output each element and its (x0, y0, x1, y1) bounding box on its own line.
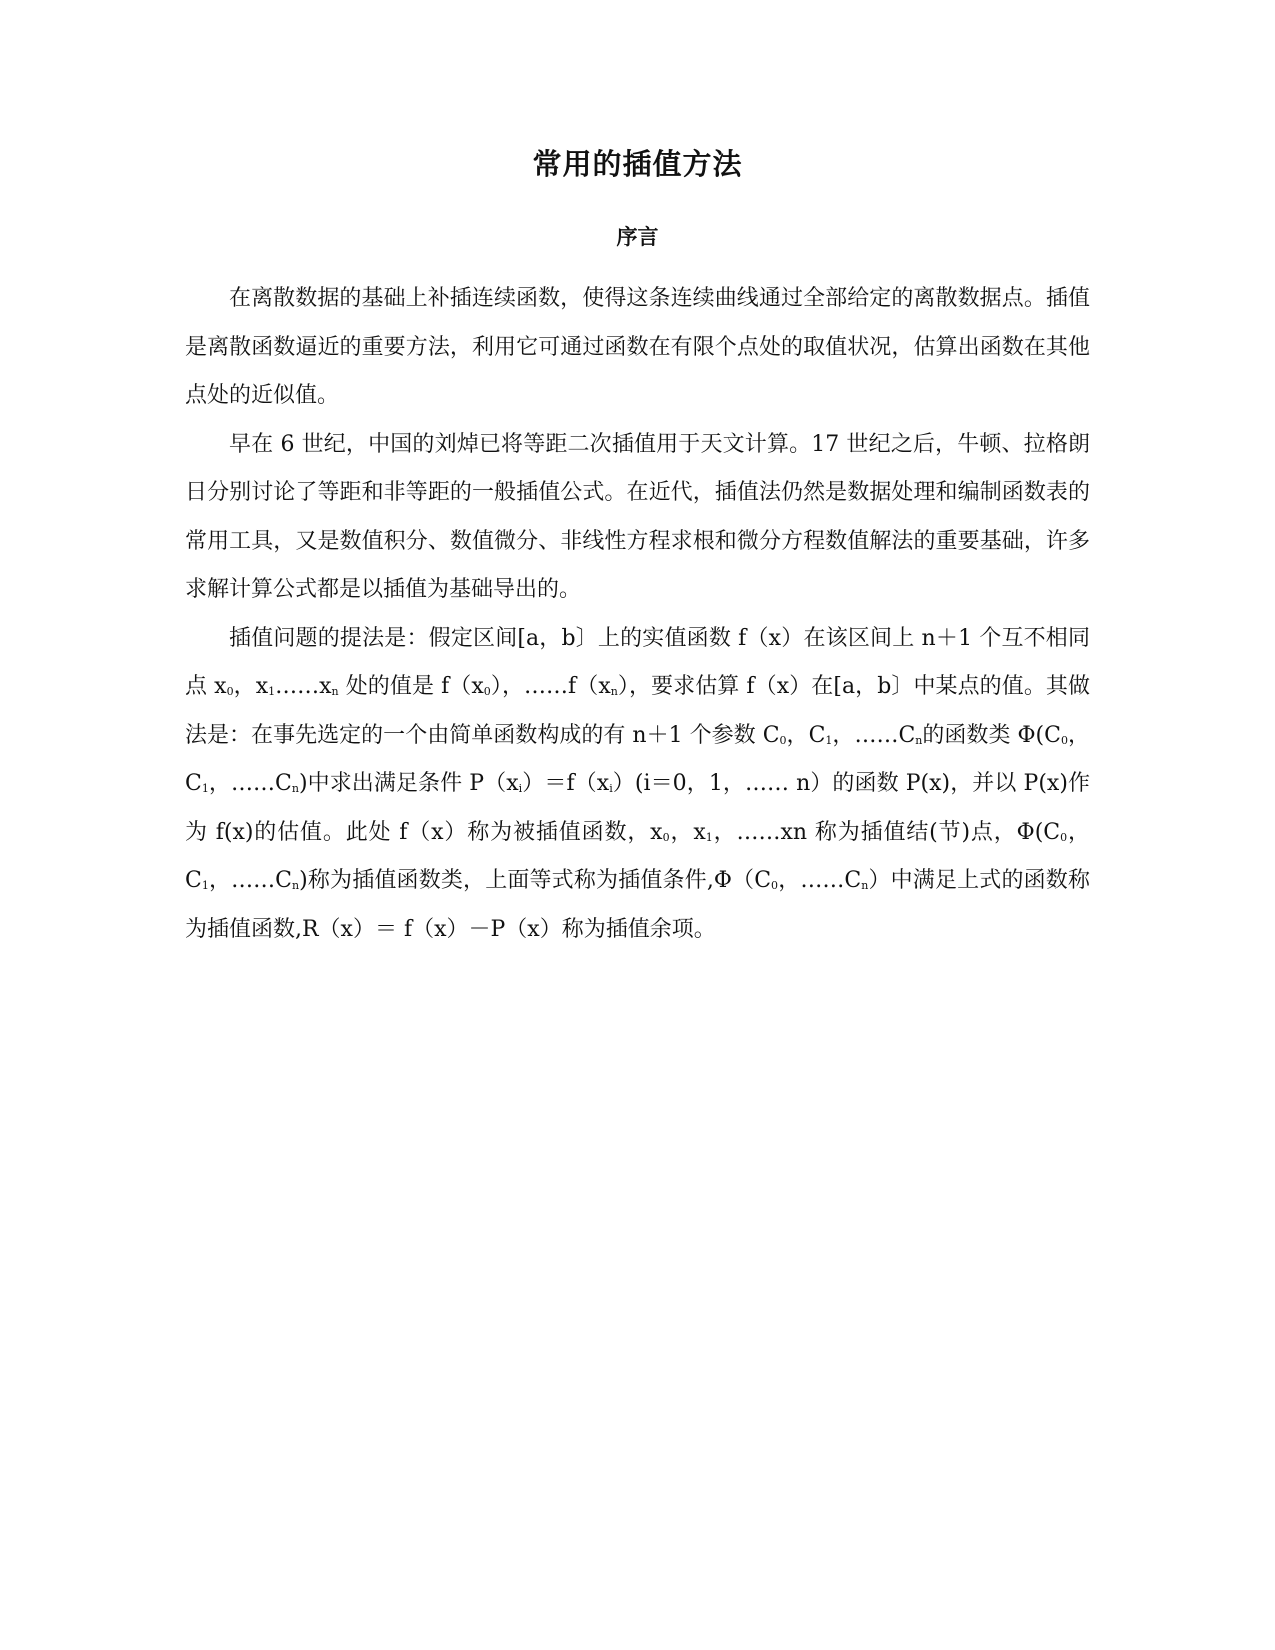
text-run: ），……f（x (490, 674, 611, 699)
document-body (185, 275, 1090, 954)
text-run: ）中满足上式的函数称为插值函数,R（x）＝ f（x）－P（x）称为插值余项。 (185, 868, 1090, 942)
subscript: 1 (705, 830, 713, 844)
subscript: 1 (201, 782, 209, 795)
document-title: 常用的插值方法 (532, 147, 743, 181)
subscript: n (292, 879, 300, 892)
subscript: 1 (268, 685, 276, 698)
paragraph-problem-statement (185, 615, 1090, 955)
paragraph-definition: 在离散数据的基础上补插连续函数，使得这条连续曲线通过全部给定的离散数据点。插值是离散函数逼近的重要方法，利用它可通过函数在有限个点处的取值状况，估算出函数在其他点处的近似值。 (185, 286, 1090, 408)
text-run: ），要求估算 f（x）在[a，b〕中某点的值。其做法是：在事先选定的一个由简单函数构成的有 n＋1 个参数 C (185, 674, 1090, 748)
subscript: i (609, 782, 613, 795)
subscript: n (291, 782, 299, 795)
subscript: 1 (201, 879, 209, 892)
text-run: ，x (233, 674, 269, 699)
text-run: 插值问题的提法是：假定区间[a，b〕上的实值函数 f（x）在该区间上 n＋1 个互不相同点 x (185, 625, 1090, 699)
subscript: 0 (483, 685, 491, 698)
text-run: 处的值是 f（x (338, 674, 484, 699)
section-heading: 序言 (616, 225, 659, 249)
subscript: 1 (825, 733, 833, 747)
text-run: ，C (786, 722, 826, 748)
text-run: ）(i＝0，1，…… n）的函数 P(x)，并以 P(x)作为 f(x)的估值。此处 f（x）称为被插值函数，x (185, 771, 1091, 845)
subscript: n (610, 685, 618, 698)
text-run: ，……C (832, 722, 916, 748)
subscript: 0 (771, 879, 779, 892)
subscript: n (331, 685, 339, 698)
text-run: )称为插值函数类，上面等式称为插值条件,Φ（C (299, 868, 772, 893)
subscript: n (861, 879, 869, 892)
text-run: ，x (669, 819, 706, 845)
paragraph-history: 早在 6 世纪，中国的刘焯已将等距二次插值用于天文计算。17 世纪之后，牛顿、拉格朗日分别讨论了等距和非等距的一般插值公式。在近代，插值法仍然是数据处理和编制函数表的常用工具，又是数值积分、数值微分、非线性方程求根和微分方程数值解法的重要基础，许多求解计算公式都是以插值为基础导出的。 (185, 431, 1090, 602)
subscript: i (518, 782, 523, 795)
subscript: 0 (1060, 733, 1068, 747)
text-run: ，……xn 称为插值结(节)点，Φ(C (712, 819, 1061, 845)
text-run: ）＝f（x (522, 771, 610, 796)
text-run: ，C (185, 722, 1090, 796)
text-run: ，C (185, 819, 1090, 893)
text-run: 的函数类 Φ(C (922, 722, 1061, 748)
text-run: ，……C (778, 868, 862, 893)
text-run: )中求出满足条件 P（x (298, 771, 519, 796)
subscript: 0 (226, 685, 234, 698)
text-run: ，……C (208, 868, 293, 893)
subscript: 0 (1060, 830, 1068, 844)
subscript: n (915, 733, 923, 747)
subscript: 0 (779, 733, 787, 747)
subscript: 0 (662, 830, 670, 844)
text-run: ，……C (208, 771, 292, 796)
text-run: ……x (275, 674, 332, 699)
